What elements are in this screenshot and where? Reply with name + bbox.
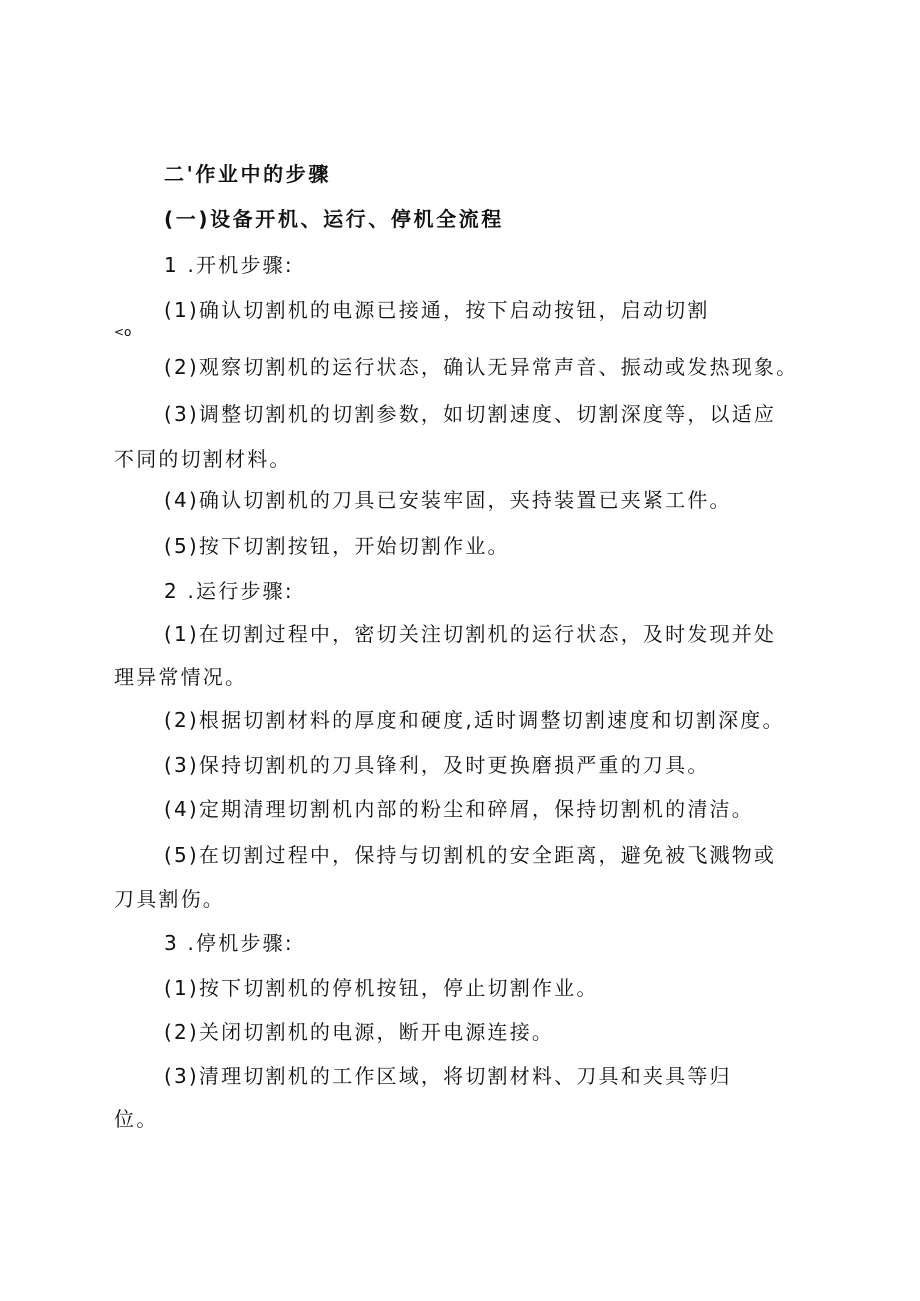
startup-item-1-line-1: (1)确认切割机的电源已接通，按下启动按钮，启动切割 [164,298,710,322]
section-heading: 二'作业中的步骤 [164,162,331,186]
running-item-2: (2)根据切割材料的厚度和硬度,适时调整切割速度和切割深度。 [164,708,785,732]
running-item-3: (3)保持切割机的刀具锋利，及时更换磨损严重的刀具。 [164,753,710,777]
startup-item-1-line-2: <o [114,325,132,339]
startup-item-2: (2)观察切割机的运行状态，确认无异常声音、振动或发热现象。 [164,355,799,379]
shutdown-item-3-line-1: (3)清理切割机的工作区域，将切割材料、刀具和夹具等归 [164,1064,732,1088]
running-item-5-line-1: (5)在切割过程中，保持与切割机的安全距离，避免被飞溅物或 [164,843,777,867]
running-item-4: (4)定期清理切割机内部的粉尘和碎屑，保持切割机的清洁。 [164,797,754,821]
startup-item-3-line-1: (3)调整切割机的切割参数，如切割速度、切割深度等，以适应 [164,402,777,426]
startup-item-4: (4)确认切割机的刀具已安装牢固，夹持装置已夹紧工件。 [164,488,732,512]
startup-item-5: (5)按下切割按钮，开始切割作业。 [164,534,510,558]
subsection-heading: (一)设备开机、运行、停机全流程 [164,207,504,231]
startup-title: 1 .开机步骤: [164,253,294,277]
shutdown-item-1: (1)按下切割机的停机按钮，停止切割作业。 [164,976,599,1000]
shutdown-item-3-line-2: 位。 [114,1107,159,1131]
startup-item-3-line-2: 不同的切割材料。 [114,447,292,471]
running-title: 2 .运行步骤: [164,579,294,603]
running-item-1-line-1: (1)在切割过程中，密切关注切割机的运行状态，及时发现并处 [164,622,777,646]
running-item-1-line-2: 理异常情况。 [114,665,248,689]
shutdown-item-2: (2)关闭切割机的电源，断开电源连接。 [164,1020,555,1044]
running-item-5-line-2: 刀具割伤。 [114,887,225,911]
shutdown-title: 3 .停机步骤: [164,931,294,955]
